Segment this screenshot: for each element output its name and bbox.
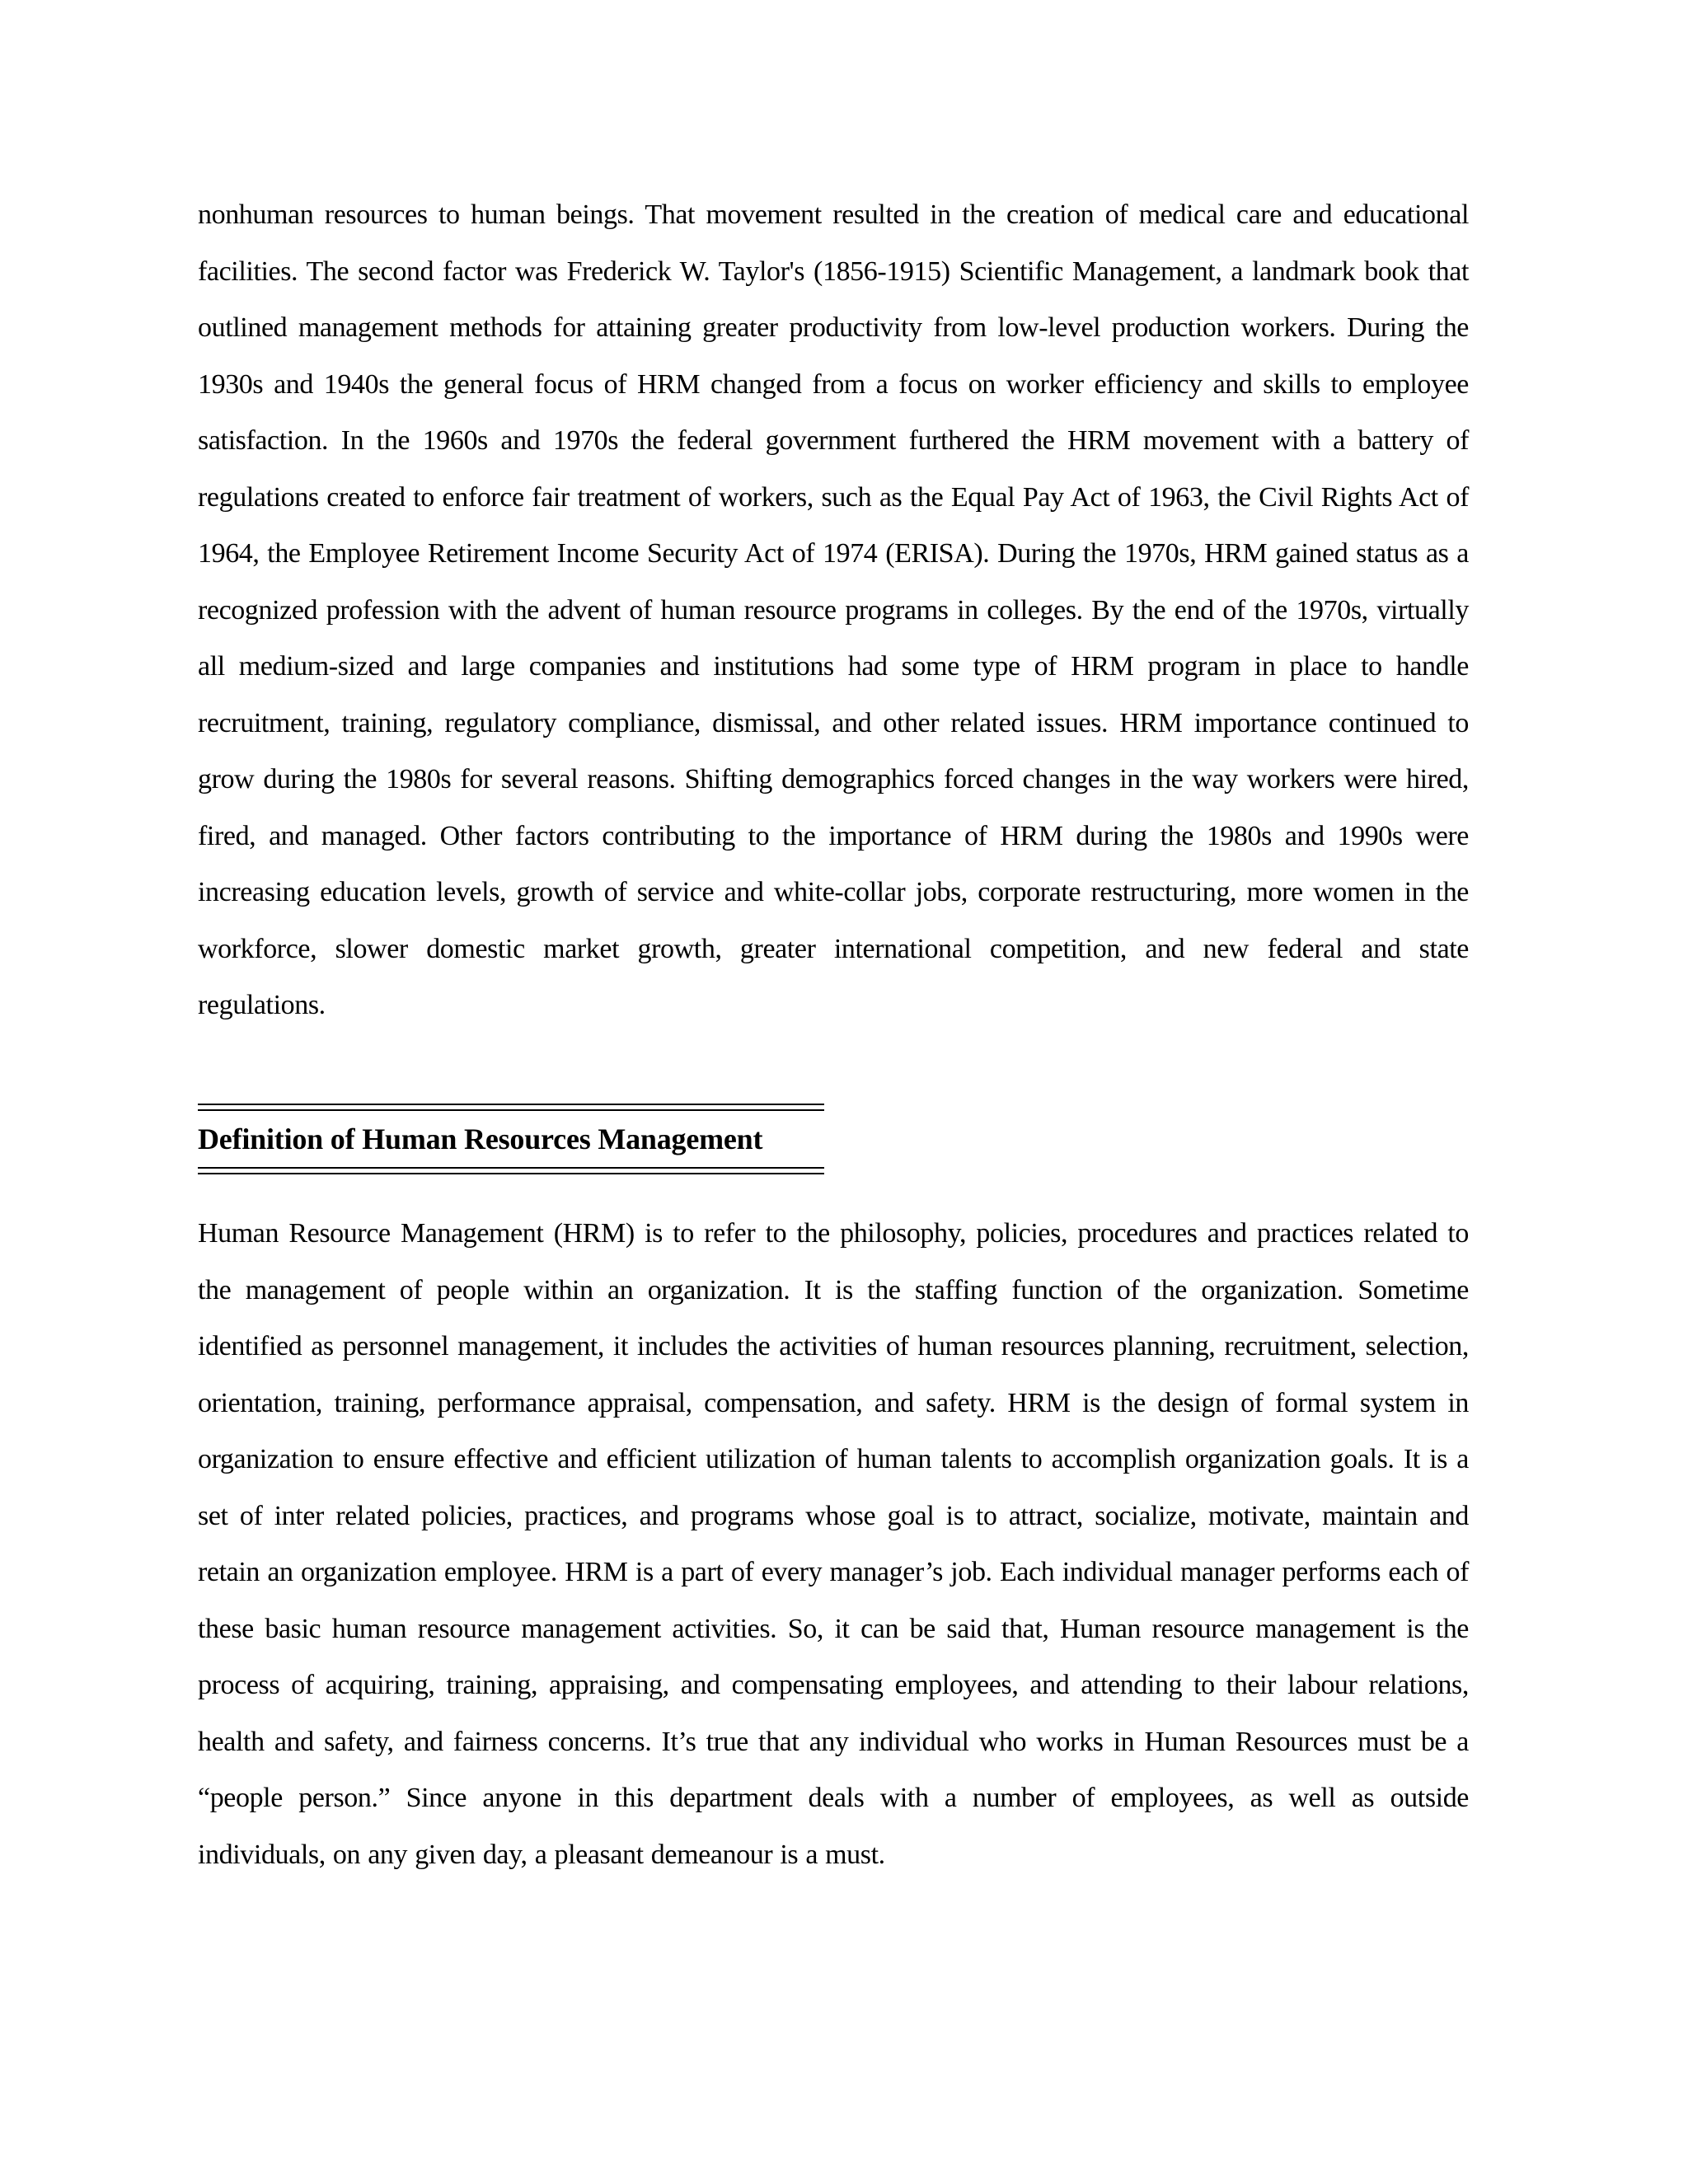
body-paragraph-hrm-definition: Human Resource Management (HRM) is to refer to the philosophy, policies, procedures and practices related to the management of people within an organization. It is the staffing function of the organization. Sometime identified as personnel management, it includes the activities of human resources planning, recruitment, selection, orientation, training, performance appraisal, compensation, and safety. HRM is the design of formal system in organization to ensure effective and efficient utilization of human talents to accomplish organization goals. It is a set of inter related policies, practices, and programs whose goal is to attract, socialize, motivate, maintain and retain an organization employee. HRM is a part of every manager’s job. Each individual manager performs each of these basic human resource management activities. So, it can be said that, Human resource management is the process of acquiring, training, appraising, and compensating employees, and attending to their labour relations, health and safety, and fairness concerns. It’s true that any individual who works in Human Resources must be a “people person.” Since anyone in this department deals with a number of employees, as well as outside individuals, on any given day, a pleasant demeanour is a must. [198, 1218, 1469, 1870]
body-paragraph-hrm-history: nonhuman resources to human beings. That movement resulted in the creation of medical care and educational facilities. The second factor was Frederick W. Taylor's (1856-1915) Scientific Management, a landmark book that outlined management methods for attaining greater productivity from low-level production workers. During the 1930s and 1940s the general focus of HRM changed from a focus on worker efficiency and skills to employee satisfaction. In the 1960s and 1970s the federal government furthered the HRM movement with a battery of regulations created to enforce fair treatment of workers, such as the Equal Pay Act of 1963, the Civil Rights Act of 1964, the Employee Retirement Income Security Act of 1974 (ERISA). During the 1970s, HRM gained status as a recognized profession with the advent of human resource programs in colleges. By the end of the 1970s, virtually all medium-sized and large companies and institutions had some type of HRM program in place to handle recruitment, training, regulatory compliance, dismissal, and other related issues. HRM importance continued to grow during the 1980s for several reasons. Shifting demographics forced changes in the way workers were hired, fired, and managed. Other factors contributing to the importance of HRM during the 1980s and 1990s were increasing education levels, growth of service and white-collar jobs, corporate restructuring, more women in the workforce, slower domestic market growth, greater international competition, and new federal and state regulations. [198, 199, 1469, 1020]
section-heading-block [198, 1104, 824, 1178]
heading-top-rule-inner [198, 1109, 824, 1111]
heading-bottom-rule [198, 1173, 824, 1174]
heading-top-rule [198, 1104, 824, 1105]
heading-bottom-rule-inner [198, 1167, 824, 1169]
section-heading: Definition of Human Resources Management [198, 1122, 763, 1155]
